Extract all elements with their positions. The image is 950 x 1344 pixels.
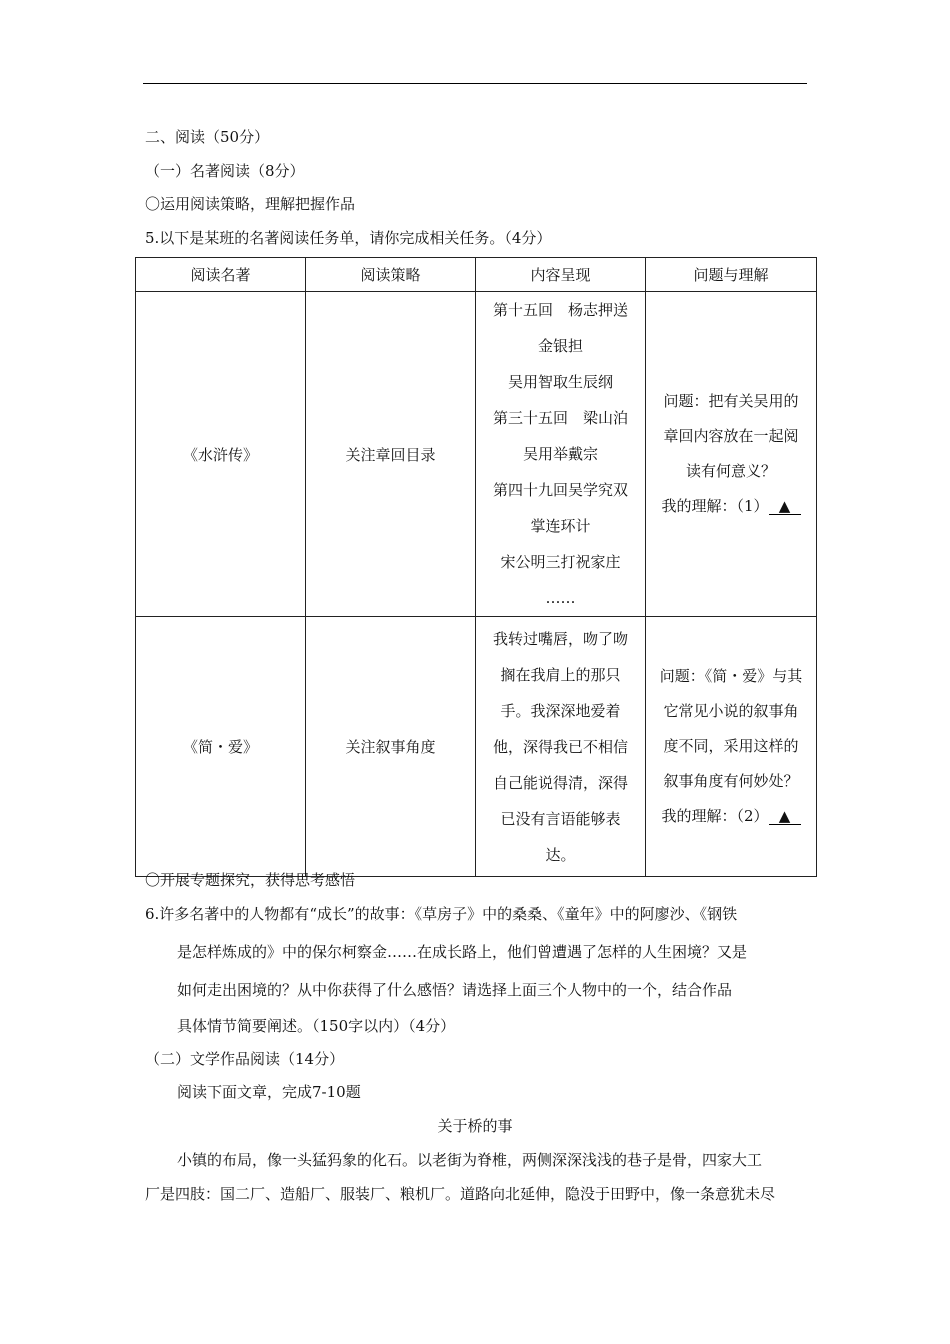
content-line: 第三十五回 梁山泊	[492, 409, 628, 427]
question-line: 问题：《简・爱》与其	[659, 667, 803, 685]
answer-label: 我的理解：（2）	[661, 807, 769, 825]
section-title: 二、阅读（50分）	[145, 128, 270, 146]
question-cell	[646, 617, 817, 877]
content-line: 搁在我肩上的那只	[500, 665, 621, 684]
strategy-1-heading: 〇运用阅读策略，理解把握作品	[145, 195, 356, 213]
content-line: ……	[545, 589, 576, 607]
answer-line	[646, 799, 816, 834]
question-line: 章回内容放在一起阅	[663, 427, 799, 445]
question-line: 问题：把有关吴用的	[663, 392, 799, 410]
article-paragraph-line: 小镇的布局，像一头猛犸象的化石。以老街为脊椎，两侧深深浅浅的巷子是骨，四家大工	[177, 1151, 763, 1169]
question-line: 它常见小说的叙事角	[663, 702, 799, 720]
question-6-line: 如何走出困境的？从中你获得了什么感悟？请选择上面三个人物中的一个，结合作品	[177, 981, 733, 999]
content-cell	[476, 617, 646, 877]
part2-instruction: 阅读下面文章，完成7-10题	[177, 1083, 361, 1101]
content-cell	[476, 292, 646, 617]
table-row	[136, 617, 817, 877]
content-line: 宋公明三打祝家庄	[500, 553, 621, 571]
content-line: 第十五回 杨志押送	[492, 301, 628, 319]
question-line: 度不同，采用这样的	[663, 737, 799, 755]
header-content: 内容呈现	[476, 258, 646, 292]
content-line: 金银担	[537, 337, 583, 355]
strategy-cell: 关注章回目录	[306, 292, 476, 617]
header-question: 问题与理解	[646, 258, 817, 292]
article-paragraph-line: 厂是四肢：国二厂、造船厂、服装厂、粮机厂。道路向北延伸，隐没于田野中，像一条意犹未尽	[145, 1185, 776, 1203]
content-line: 第四十九回吴学究双	[492, 481, 628, 499]
question-6-line: 具体情节简要阐述。（150字以内）（4分）	[177, 1017, 456, 1035]
strategy-cell: 关注叙事角度	[306, 617, 476, 877]
header-strategy: 阅读策略	[306, 258, 476, 292]
table-header-row	[136, 258, 817, 292]
content-line: 吴用智取生辰纲	[507, 373, 613, 391]
content-line: 吴用举戴宗	[522, 445, 598, 463]
article-title: 关于桥的事	[437, 1117, 513, 1135]
book-cell: 《简・爱》	[136, 617, 306, 877]
table-row	[136, 292, 817, 617]
content-line: 已没有言语能够表	[500, 809, 621, 828]
answer-line	[646, 489, 816, 524]
content-line: 我转过嘴唇，吻了吻	[492, 629, 628, 648]
question-5-intro: 5.以下是某班的名著阅读任务单，请你完成相关任务。（4分）	[145, 229, 552, 247]
question-6-line: 6.许多名著中的人物都有“成长”的故事：《草房子》中的桑桑、《童年》中的阿廖沙、《钢铁	[145, 905, 738, 923]
question-line: 叙事角度有何妙处？	[663, 772, 799, 790]
content-line: 自己能说得清，深得	[492, 773, 628, 792]
strategy-2-heading: 〇开展专题探究，获得思考感悟	[145, 871, 356, 889]
question-cell	[646, 292, 817, 617]
content-line: 达。	[545, 845, 576, 864]
reading-task-table	[135, 257, 817, 877]
content-line: 掌连环计	[530, 517, 591, 535]
content-line: 他，深得我已不相信	[492, 737, 628, 756]
book-cell: 《水浒传》	[136, 292, 306, 617]
part1-title: （一）名著阅读（8分）	[145, 162, 305, 180]
question-6-line: 是怎样炼成的》中的保尔柯察金……在成长路上，他们曾遭遇了怎样的人生困境？又是	[177, 943, 748, 961]
answer-blank[interactable]: ▲	[769, 808, 801, 825]
header-book: 阅读名著	[136, 258, 306, 292]
question-line: 读有何意义？	[685, 462, 776, 480]
header-rule	[143, 83, 807, 84]
answer-blank[interactable]: ▲	[769, 498, 801, 515]
answer-label: 我的理解：（1）	[661, 497, 769, 515]
content-line: 手。我深深地爱着	[500, 701, 621, 720]
part2-title: （二）文学作品阅读（14分）	[145, 1050, 345, 1068]
